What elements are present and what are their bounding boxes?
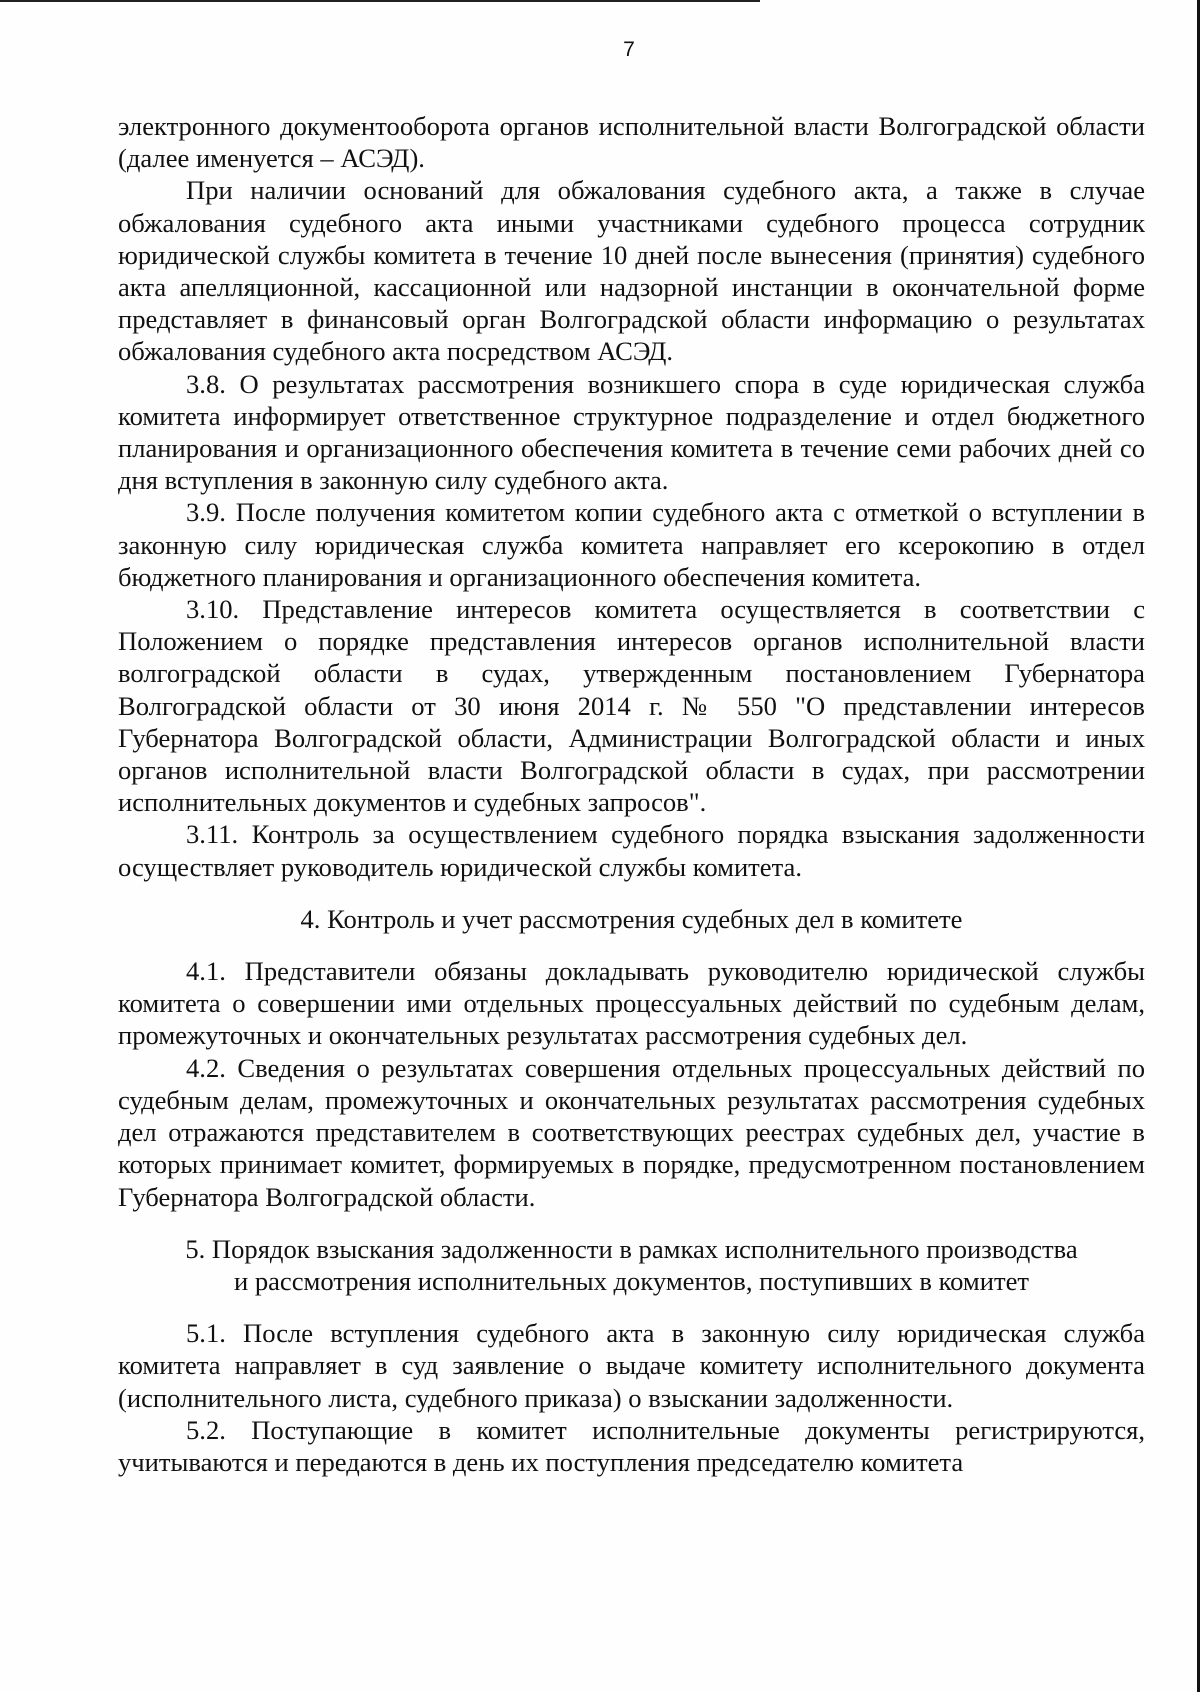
page-number: 7 bbox=[623, 38, 635, 61]
paragraph-continuation: электронного документооборота органов исполнительной власти Волгоградской области (далее именуется – АСЭД). bbox=[118, 111, 1145, 174]
scan-edge-top bbox=[0, 0, 760, 2]
document-body bbox=[118, 110, 1145, 1478]
section-heading-5-line-1: 5. Порядок взыскания задолженности в рамках исполнительного производства bbox=[185, 1233, 1078, 1264]
paragraph-5-2: 5.2. Поступающие в комитет исполнительные документы регистрируются, учитываются и передаются в день их поступления председателю комитета bbox=[118, 1414, 1145, 1477]
paragraph-3-9: 3.9. После получения комитетом копии судебного акта с отметкой о вступлении в законную силу юридическая служба комитета направляет его ксерокопию в отдел бюджетного планирования и организационного обеспечения комитета. bbox=[118, 497, 1145, 592]
paragraph-4-2: 4.2. Сведения о результатах совершения отдельных процессуальных действий по судебным делам, промежуточных и окончательных результатах рассмотрения судебных дел отражаются представителем в соответствующих реестрах судебных дел, участие в которых принимает комитет, формируемых в порядке, предусмотренном постановлением Губернатора Волгоградской области. bbox=[118, 1052, 1145, 1212]
paragraph-3-11: 3.11. Контроль за осуществлением судебного порядка взыскания задолженности осуществляет руководитель юридической службы комитета. bbox=[118, 819, 1145, 882]
paragraph-4-1: 4.1. Представители обязаны докладывать руководителю юридической службы комитета о совершении ими отдельных процессуальных действий по судебным делам, промежуточных и окончательных результатах рассмотрения судебных дел. bbox=[118, 956, 1145, 1051]
paragraph-5-1: 5.1. После вступления судебного акта в законную силу юридическая служба комитета направляет в суд заявление о выдаче комитету исполнительного документа (исполнительного листа, судебного приказа) о взыскании задолженности. bbox=[118, 1318, 1145, 1413]
section-heading-5-line-2: и рассмотрения исполнительных документов, поступивших в комитет bbox=[233, 1265, 1030, 1296]
paragraph-3-10: 3.10. Представление интересов комитета осуществляется в соответствии с Положением о порядке представления интересов органов исполнительной власти волгоградской области в судах, утвержденным постановлением Губернатора Волгоградской области от 30 июня 2014 г. № 550 "О представлении интересов Губернатора Волгоградской области, Администрации Волгоградской области и иных органов исполнительной власти Волгоградской области в судах, при рассмотрении исполнительных документов и судебных запросов". bbox=[118, 594, 1145, 818]
paragraph-appeal: При наличии оснований для обжалования судебного акта, а также в случае обжалования судебного акта иными участниками судебного процесса сотрудник юридической службы комитета в течение 10 дней после вынесения (принятия) судебного акта апелляционной, кассационной или надзорной инстанции в окончательной форме представляет в финансовый орган Волгоградской области информацию о результатах обжалования судебного акта посредством АСЭД. bbox=[118, 175, 1145, 367]
paragraph-3-8: 3.8. О результатах рассмотрения возникшего спора в суде юридическая служба комитета информирует ответственное структурное подразделение и отдел бюджетного планирования и организационного обеспечения комитета в течение семи рабочих дней со дня вступления в законную силу судебного акта. bbox=[118, 368, 1145, 496]
section-heading-4: 4. Контроль и учет рассмотрения судебных дел в комитете bbox=[300, 903, 963, 934]
